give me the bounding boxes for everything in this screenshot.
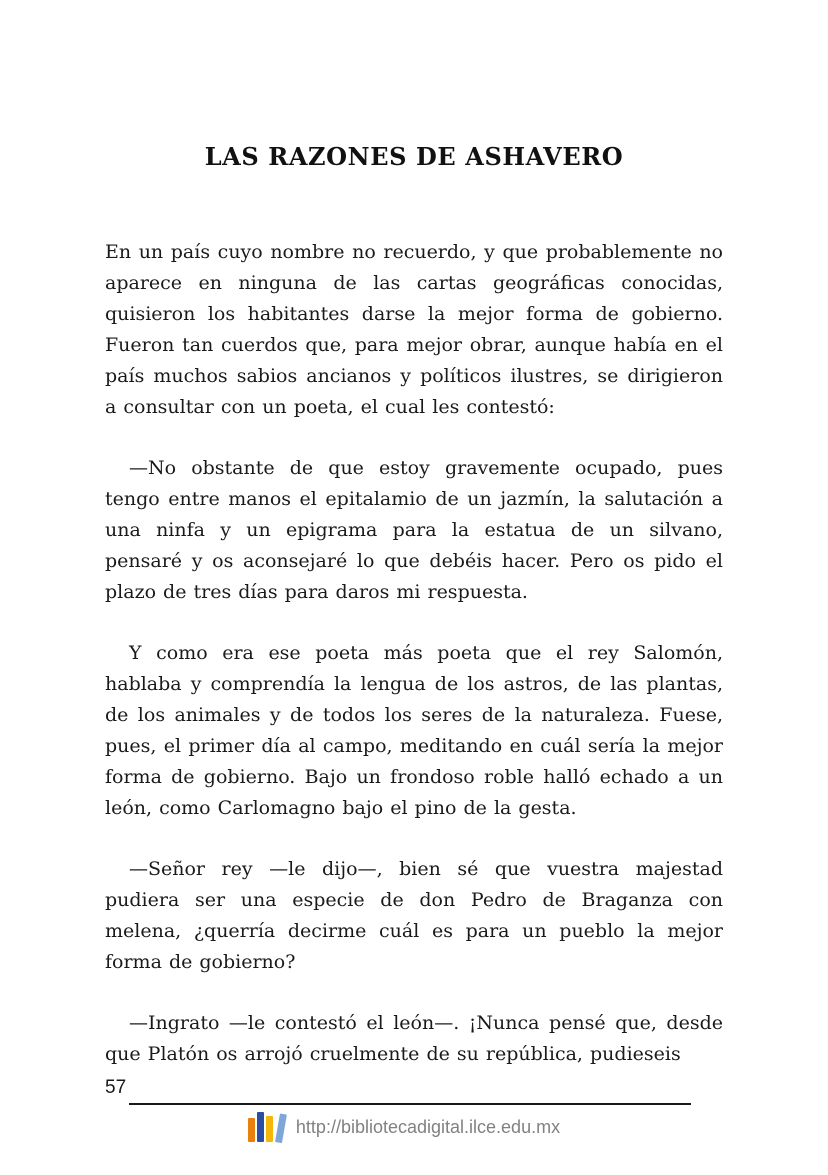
footer-divider: [129, 1103, 691, 1105]
logo-book-bar: [248, 1118, 255, 1142]
paragraph-3: Y como era ese poeta más poeta que el rey Salomón, hablaba y comprendía la lengua de los astros, de las plantas, de los animales y de todos los seres de la naturaleza. Fuese, pues, el primer día al campo, meditando en cuál sería la mejor forma de gobierno. Bajo un frondoso roble halló echado a un león, como Carlomagno bajo el pino de la gesta.: [105, 642, 723, 819]
page-number: 57: [105, 1077, 127, 1098]
page-title: LAS RAZONES DE ASHAVERO: [204, 142, 624, 171]
logo-book-bar: [266, 1116, 273, 1142]
library-url-link[interactable]: http://bibliotecadigital.ilce.edu.mx: [295, 1117, 561, 1137]
paragraph-1: En un país cuyo nombre no recuerdo, y que probablemente no aparece en ninguna de las cartas geográficas conocidas, quisieron los habitantes darse la mejor forma de gobierno. Fueron tan cuerdos que, para mejor obrar, aunque había en el país muchos sabios ancianos y políticos ilustres, se dirigieron a consultar con un poeta, el cual les contestó:: [105, 241, 723, 418]
footer-brand: [0, 1110, 828, 1144]
paragraph-5: —Ingrato —le contestó el león—. ¡Nunca pensé que, desde que Platón os arrojó cruelmente de su república, pudieseis: [105, 1012, 723, 1065]
paragraph-2: —No obstante de que estoy gravemente ocupado, pues tengo entre manos el epitalamio de un jazmín, la salutación a una ninfa y un epigrama para la estatua de un silvano, pensaré y os aconsejaré lo que debéis hacer. Pero os pido el plazo de tres días para daros mi respuesta.: [105, 457, 723, 603]
paragraph-4: —Señor rey —le dijo—, bien sé que vuestra majestad pudiera ser una especie de don Pedro de Braganza con melena, ¿querría decirme cuál es para un pueblo la mejor forma de gobierno?: [105, 858, 723, 973]
logo-book-bar: [275, 1113, 287, 1143]
ilce-books-logo-icon: [248, 1110, 282, 1144]
logo-book-bar: [257, 1112, 264, 1142]
page-content: [105, 142, 723, 1100]
